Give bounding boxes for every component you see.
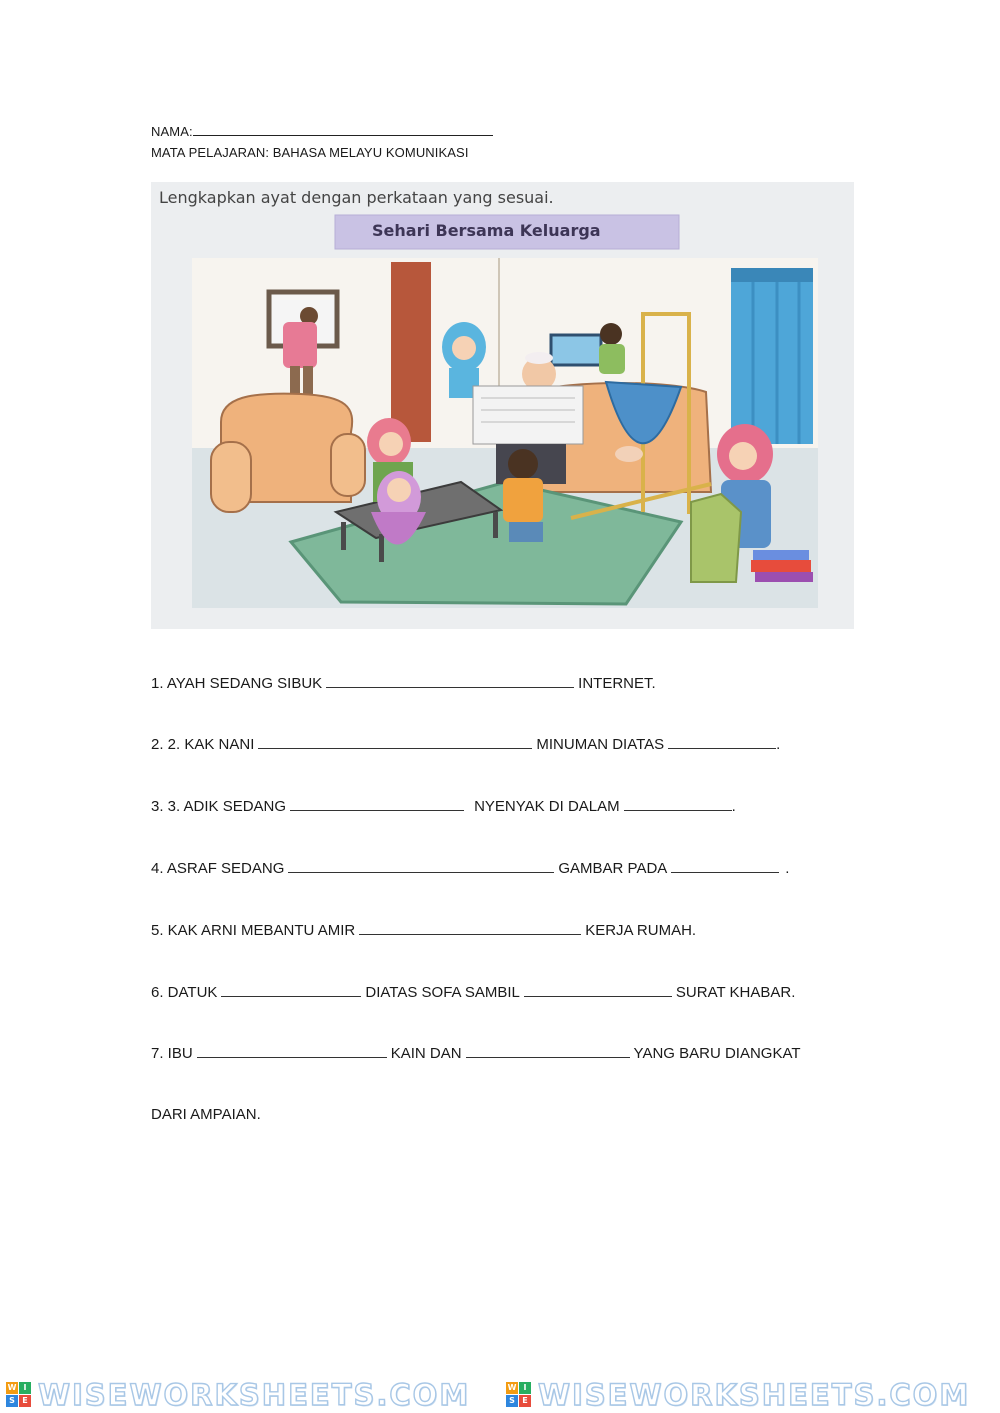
q1-text-b: INTERNET. xyxy=(578,675,656,692)
q2-text-b: MINUMAN DIATAS xyxy=(536,736,665,753)
question-2 xyxy=(151,735,780,753)
footer-watermark xyxy=(0,1376,1000,1413)
q7-text-a: 7. IBU xyxy=(151,1045,193,1062)
q3-blank-2[interactable] xyxy=(624,797,732,811)
name-label: NAMA: xyxy=(151,124,193,139)
q4-blank-1[interactable] xyxy=(288,859,554,873)
q2-text-a: 2. 2. KAK NANI xyxy=(151,736,255,753)
q4-text-a: 4. ASRAF SEDANG xyxy=(151,860,285,877)
question-3 xyxy=(151,797,736,815)
q4-blank-2[interactable] xyxy=(671,859,779,873)
q4-text-b: GAMBAR PADA xyxy=(558,860,668,877)
q5-text-a: 5. KAK ARNI MEBANTU AMIR xyxy=(151,922,356,939)
question-4 xyxy=(151,859,789,877)
instruction-text: Lengkapkan ayat dengan perkataan yang sesuai. xyxy=(159,188,554,207)
q7-text-d: DARI AMPAIAN. xyxy=(151,1106,261,1123)
question-6 xyxy=(151,983,795,1001)
q5-text-b: KERJA RUMAH. xyxy=(585,922,697,939)
q7-blank-2[interactable] xyxy=(466,1044,630,1058)
q2-text-c: . xyxy=(776,736,781,753)
q6-blank-2[interactable] xyxy=(524,983,672,997)
wiseworksheets-logo-icon: W I S E xyxy=(506,1382,532,1408)
q2-blank-2[interactable] xyxy=(668,735,776,749)
q2-blank-1[interactable] xyxy=(258,735,532,749)
curtain xyxy=(731,268,813,444)
door xyxy=(391,262,431,442)
q5-blank-1[interactable] xyxy=(359,921,581,935)
q6-text-c: SURAT KHABAR. xyxy=(675,984,796,1001)
watermark-text: WISEWORKSHEETS.COM xyxy=(538,1378,971,1412)
folded-shirt xyxy=(691,494,741,582)
q7-blank-1[interactable] xyxy=(197,1044,387,1058)
q3-text-a: 3. 3. ADIK SEDANG xyxy=(151,798,287,815)
q3-blank-1[interactable] xyxy=(290,797,464,811)
watermark-text: WISEWORKSHEETS.COM xyxy=(38,1378,471,1412)
q4-text-c: . xyxy=(785,860,790,877)
question-7 xyxy=(151,1044,801,1062)
q6-text-b: DIATAS SOFA SAMBIL xyxy=(365,984,520,1001)
question-5 xyxy=(151,921,696,939)
q7-text-b: KAIN DAN xyxy=(390,1045,462,1062)
q6-blank-1[interactable] xyxy=(221,983,361,997)
newspaper xyxy=(473,386,583,444)
q3-text-c: . xyxy=(731,798,736,815)
wiseworksheets-logo-icon: W I S E xyxy=(6,1382,32,1408)
question-1 xyxy=(151,674,656,692)
q7-text-c: YANG BARU DIANGKAT xyxy=(633,1045,801,1062)
banner-title: Sehari Bersama Keluarga xyxy=(372,221,601,240)
worksheet-picture xyxy=(151,182,854,629)
q1-blank-1[interactable] xyxy=(326,674,574,688)
question-7-continuation xyxy=(151,1106,261,1123)
q6-text-a: 6. DATUK xyxy=(151,984,218,1001)
subject-label: MATA PELAJARAN: BAHASA MELAYU KOMUNIKASI xyxy=(151,145,469,160)
name-blank[interactable] xyxy=(193,123,493,136)
q3-text-b: NYENYAK DI DALAM xyxy=(474,798,620,815)
q1-text-a: 1. AYAH SEDANG SIBUK xyxy=(151,675,323,692)
name-field xyxy=(151,123,493,139)
